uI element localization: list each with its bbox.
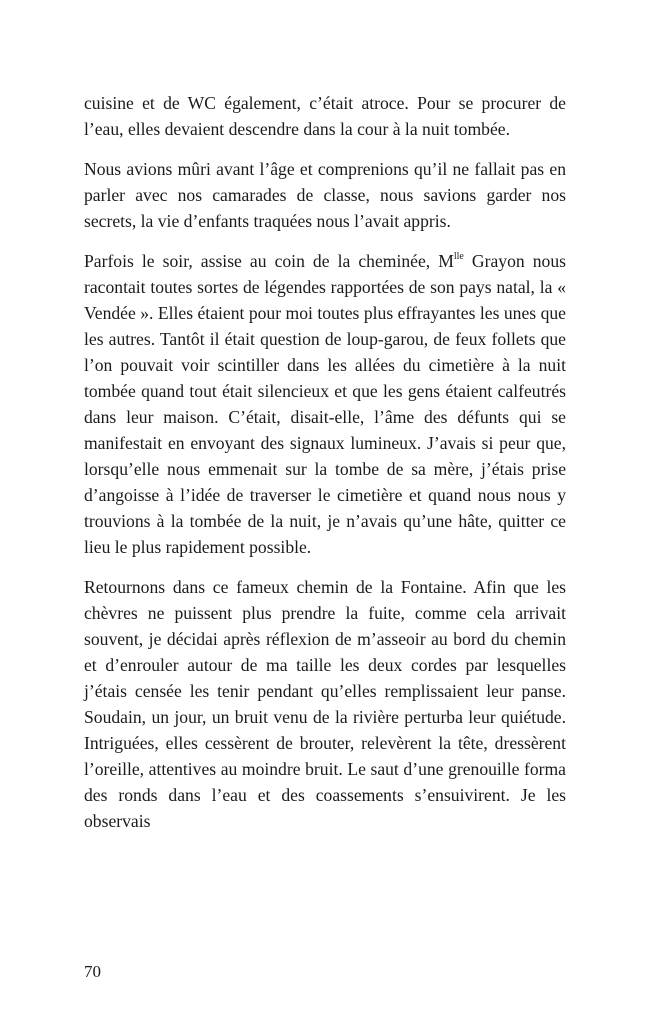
page-body bbox=[84, 90, 566, 834]
paragraph-1: cuisine et de WC également, c’était atroce. Pour se procurer de l’eau, elles devaient descendre dans la cour à la nuit tombée. bbox=[84, 93, 566, 139]
paragraph-4: Retournons dans ce fameux chemin de la Fontaine. Afin que les chèvres ne puissent plus prendre la fuite, comme cela arrivait souvent, je décidai après réflexion de m’asseoir au bord du chemin et d’enrouler autour de ma taille les deux cordes par lesquelles j’étais censée les tenir pendant qu’elles remplissaient leur panse. Soudain, un jour, un bruit venu de la rivière perturba leur quiétude. Intriguées, elles cessèrent de brouter, relevèrent la tête, dressèrent l’oreille, attentives au moindre bruit. Le saut d’une grenouille forma des ronds dans l’eau et des coassements s’ensuivirent. Je les observais bbox=[84, 577, 566, 831]
mademoiselle-superscript: lle bbox=[453, 251, 464, 263]
paragraph-2: Nous avions mûri avant l’âge et comprenions qu’il ne fallait pas en parler avec nos camarades de classe, nous savions garder nos secrets, la vie d’enfants traquées nous l’avait appris. bbox=[84, 159, 566, 231]
page-number: 70 bbox=[84, 962, 101, 981]
paragraph-3-rest: Grayon nous racontait toutes sortes de légendes rapportées de son pays natal, la « Vendée ». Elles étaient pour moi toutes plus effrayantes les unes que les autres. Tantôt il était question de loup-garou, de feux follets que l’on pouvait voir scintiller dans les allées du cimetière à la nuit tombée quand tout était silencieux et que les gens étaient calfeutrés dans leur maison. C’était, disait-elle, l’âme des défunts qui se manifestait en envoyant des signaux lumineux. J’avais si peur que, lorsqu’elle nous emmenait sur la tombe de sa mère, j’étais prise d’angoisse à l’idée de traverser le cimetière et quand nous nous y trouvions à la tombée de la nuit, je n’avais qu’une hâte, quitter ce lieu le plus rapidement possible. bbox=[84, 251, 566, 557]
paragraph-3-start: Parfois le soir, assise au coin de la cheminée, M bbox=[84, 251, 454, 271]
paragraph-3 bbox=[84, 248, 566, 560]
